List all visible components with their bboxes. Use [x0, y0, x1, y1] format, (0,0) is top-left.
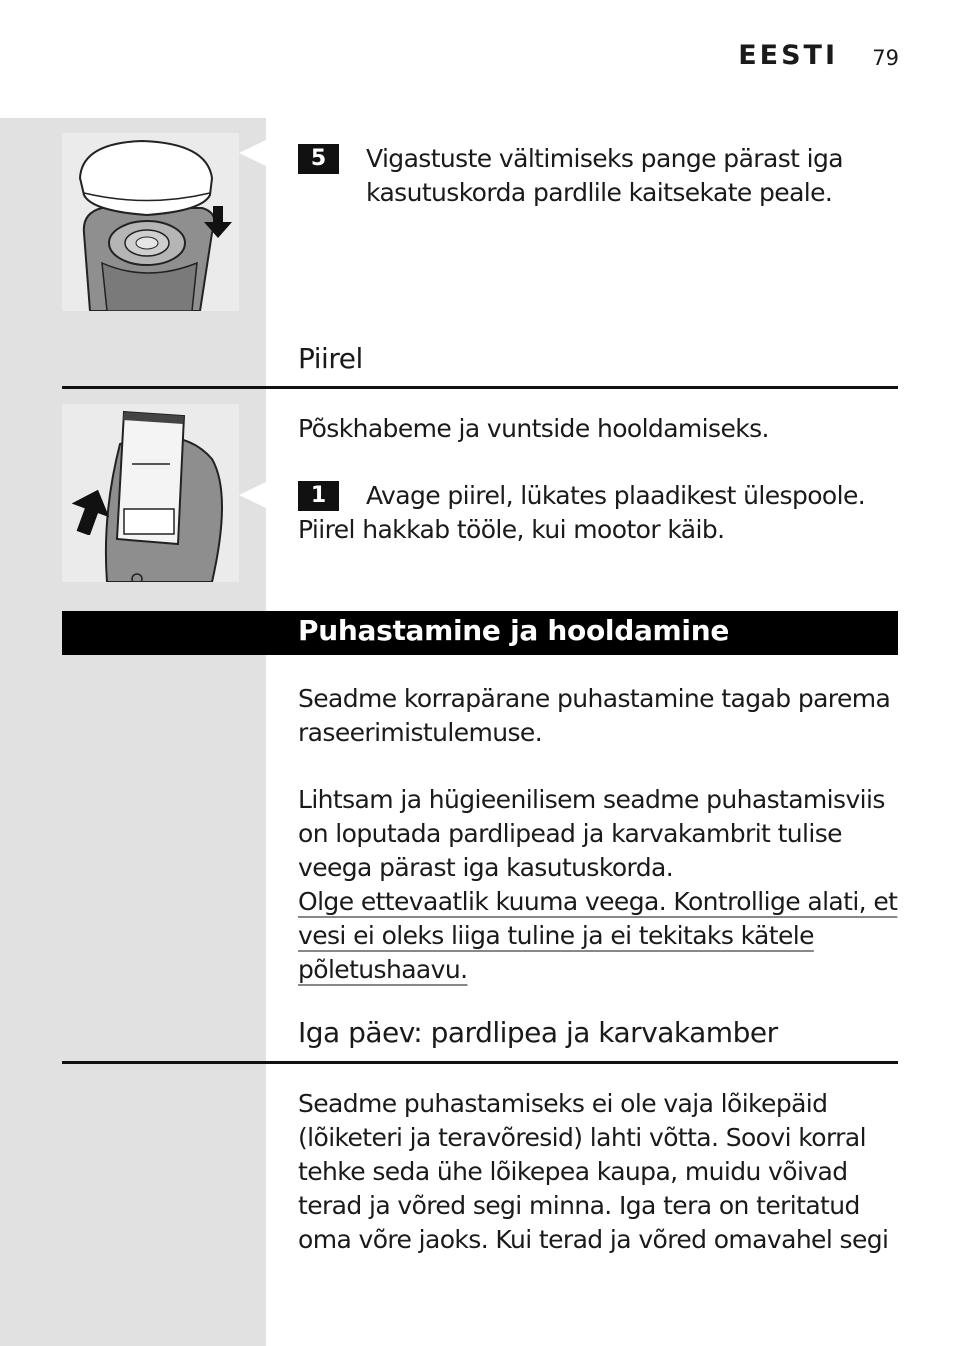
paragraph-line: raseerimistulemuse.: [298, 718, 543, 747]
step-number-5: 5: [298, 144, 339, 174]
cleaning-paragraph-1: [298, 682, 890, 750]
paragraph-line: veega pärast iga kasutuskorda.: [298, 853, 674, 882]
daily-paragraph: [298, 1087, 888, 1257]
arrow-up-icon: [70, 489, 114, 539]
trimmer-note: Piirel hakkab tööle, kui mootor käib.: [298, 515, 725, 544]
step-1-text: Avage piirel, lükates plaadikest ülespoole.: [366, 481, 866, 510]
section-rule: [62, 386, 898, 389]
paragraph-line: Lihtsam ja hügieenilisem seadme puhastamisviis: [298, 785, 885, 814]
cleaning-heading: Puhastamine ja hooldamine: [298, 614, 730, 647]
warning-line: Olge ettevaatlik kuuma veega. Kontrollige alati, et: [298, 887, 898, 916]
paragraph-line: on loputada pardlipead ja karvakambrit tulise: [298, 819, 842, 848]
daily-heading: Iga päev: pardlipea ja karvakamber: [298, 1016, 778, 1049]
language-header: EESTI: [738, 40, 838, 71]
paragraph-line: oma võre jaoks. Kui terad ja võred omavahel segi: [298, 1225, 889, 1254]
paragraph-line: terad ja võred segi minna. Iga tera on teritatud: [298, 1191, 860, 1220]
page-number: 79: [872, 46, 899, 70]
trimmer-intro: Põskhabeme ja vuntside hooldamiseks.: [298, 414, 769, 443]
cleaning-paragraph-2: [298, 783, 897, 987]
figure-pointer: [239, 482, 266, 508]
figure-pointer: [239, 140, 266, 166]
trimmer-heading: Piirel: [298, 342, 363, 375]
arrow-down-icon: [204, 206, 232, 242]
section-rule: [62, 1061, 898, 1064]
paragraph-line: Seadme puhastamiseks ei ole vaja lõikepäid: [298, 1089, 828, 1118]
warning-line: põletushaavu.: [298, 955, 468, 984]
step-5-text: [366, 142, 843, 210]
paragraph-line: (lõiketeri ja teravõresid) lahti võtta. Soovi korral: [298, 1123, 866, 1152]
warning-line: vesi ei oleks liiga tuline ja ei tekitaks kätele: [298, 921, 814, 950]
paragraph-line: Seadme korrapärane puhastamine tagab parema: [298, 684, 891, 713]
paragraph-line: tehke seda ühe lõikepea kaupa, muidu võivad: [298, 1157, 848, 1186]
step-number-1: 1: [298, 481, 339, 511]
step-5-line-2: kasutuskorda pardlile kaitsekate peale.: [366, 178, 833, 207]
step-5-line-1: Vigastuste vältimiseks pange pärast iga: [366, 144, 844, 173]
